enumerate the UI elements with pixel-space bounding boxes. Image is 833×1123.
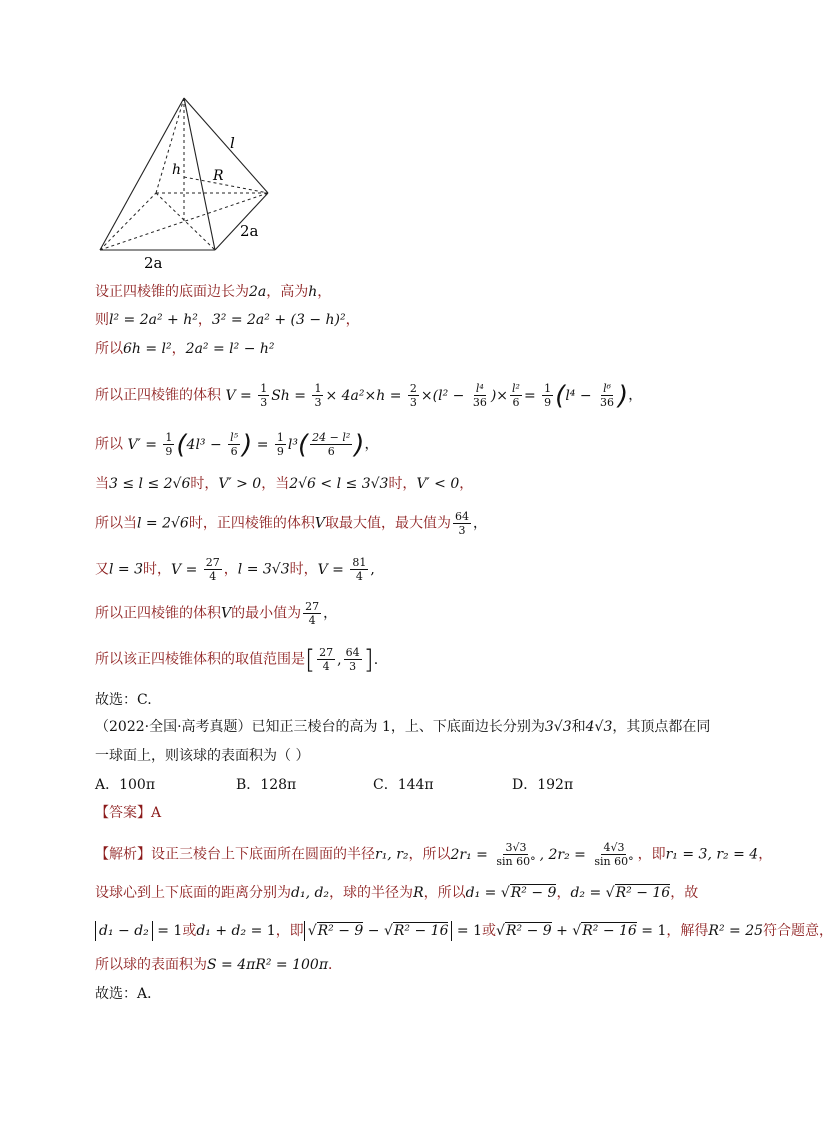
choice-b[interactable]: B．128π [236,777,297,793]
label-l: l [230,134,235,152]
label-R: R [213,168,224,184]
sol1-line1: 设正四棱锥的底面边长为2a，高为h， [95,284,332,300]
sol1-line3: 所以6h = l²，2a² = l² − h² [95,341,275,357]
edge-right [184,98,268,193]
sol1-line9: 所以正四棱锥的体积V的最小值为 $\frac{27}{4}$ ， [95,600,338,627]
label-right-edge: 2a [240,222,259,240]
sol1-line6: 当3 ≤ l ≤ 2√6时，V′ > 0，当2√6 < l ≤ 3√3时，V′ < 0， [95,476,474,492]
sol1-answer: 故选：C. [95,692,152,708]
q2-analysis-line3: d₁ − d₂ = 1或d₁ + d₂ = 1，即 √R² − 9 − √R² − 16 = 1或√R² − 9 + √R² − 16 = 1，解得R² = 25符合题意， [95,921,795,941]
sol1-line7: 所以当l = 2√6时，正四棱锥的体积V取最大值，最大值为 $\frac{64}{3}$ ， [95,510,487,537]
q2-analysis-line1: 【解析】设正三棱台上下底面所在圆面的半径r₁, r₂，所以2r₁ = $\frac{3√3}{\sin 60^\circ}$ , 2r₂ = $\frac{4√3}{\sin 60^\circ}$ ，即r₁ = 3, r₂ = 4， [95,841,773,868]
choice-a[interactable]: A．100π [95,777,156,793]
q2-answer-tag: 【答案】A [95,805,162,821]
hidden-edge-back-lateral [156,98,184,193]
sol1-line8: 又l = 3时，V = $\frac{27}{4}$ ，l = 3√3时，V = $\frac{81}{4}$ , [95,556,375,583]
choice-c[interactable]: C．144π [373,777,434,793]
choice-d[interactable]: D．192π [512,777,574,793]
hidden-edge-left [100,193,156,250]
pyramid-figure [92,92,282,272]
edge-front [184,98,215,250]
sol1-line10: 所以该正四棱锥体积的取值范围是[ $\frac{27}{4}$ , $\frac{64}{3}$ ]. [95,644,379,675]
q2-final: 故选：A． [95,986,162,1002]
q2-analysis-line4: 所以球的表面积为S = 4πR² = 100π． [95,957,343,973]
q2-analysis-line2: 设球心到上下底面的距离分别为d₁, d₂，球的半径为R，所以d₁ = √R² − 9，d₂ = √R² − 16，故 [95,885,699,901]
label-h: h [172,162,182,178]
label-bottom-edge: 2a [144,254,163,272]
sol1-line5-derivative: 所以 V′ = $\frac{1}{9}$ (4l³ − $\frac{\text{l⁵}}{6}$ ) = $\frac{1}{9}$ l³( $\frac{\text{24 − l²}}{6}$ )， [95,429,379,460]
q2-line2: 一球面上，则该球的表面积为（ ） [95,748,310,764]
sol1-line2: 则l² = 2a² + h²，3² = 2a² + (3 − h)²， [95,312,360,328]
sol1-line4-volume: 所以正四棱锥的体积 V = $\frac{1}{3}$ Sh = $\frac{1}{3}$ × 4a²×h = $\frac{2}{3}$ ×(l² − $\frac{\text{l⁴}}{36}$ )× $\frac{\text{l²}}{6}$ = $\frac{1}{9}$ (l⁴ − $\frac{\text{l⁶}}{36}$ )， [95,380,643,411]
q2-line1: （2022·全国·高考真题）已知正三棱台的高为 1，上、下底面边长分别为3√3和4√3，其顶点都在同 [95,719,711,735]
